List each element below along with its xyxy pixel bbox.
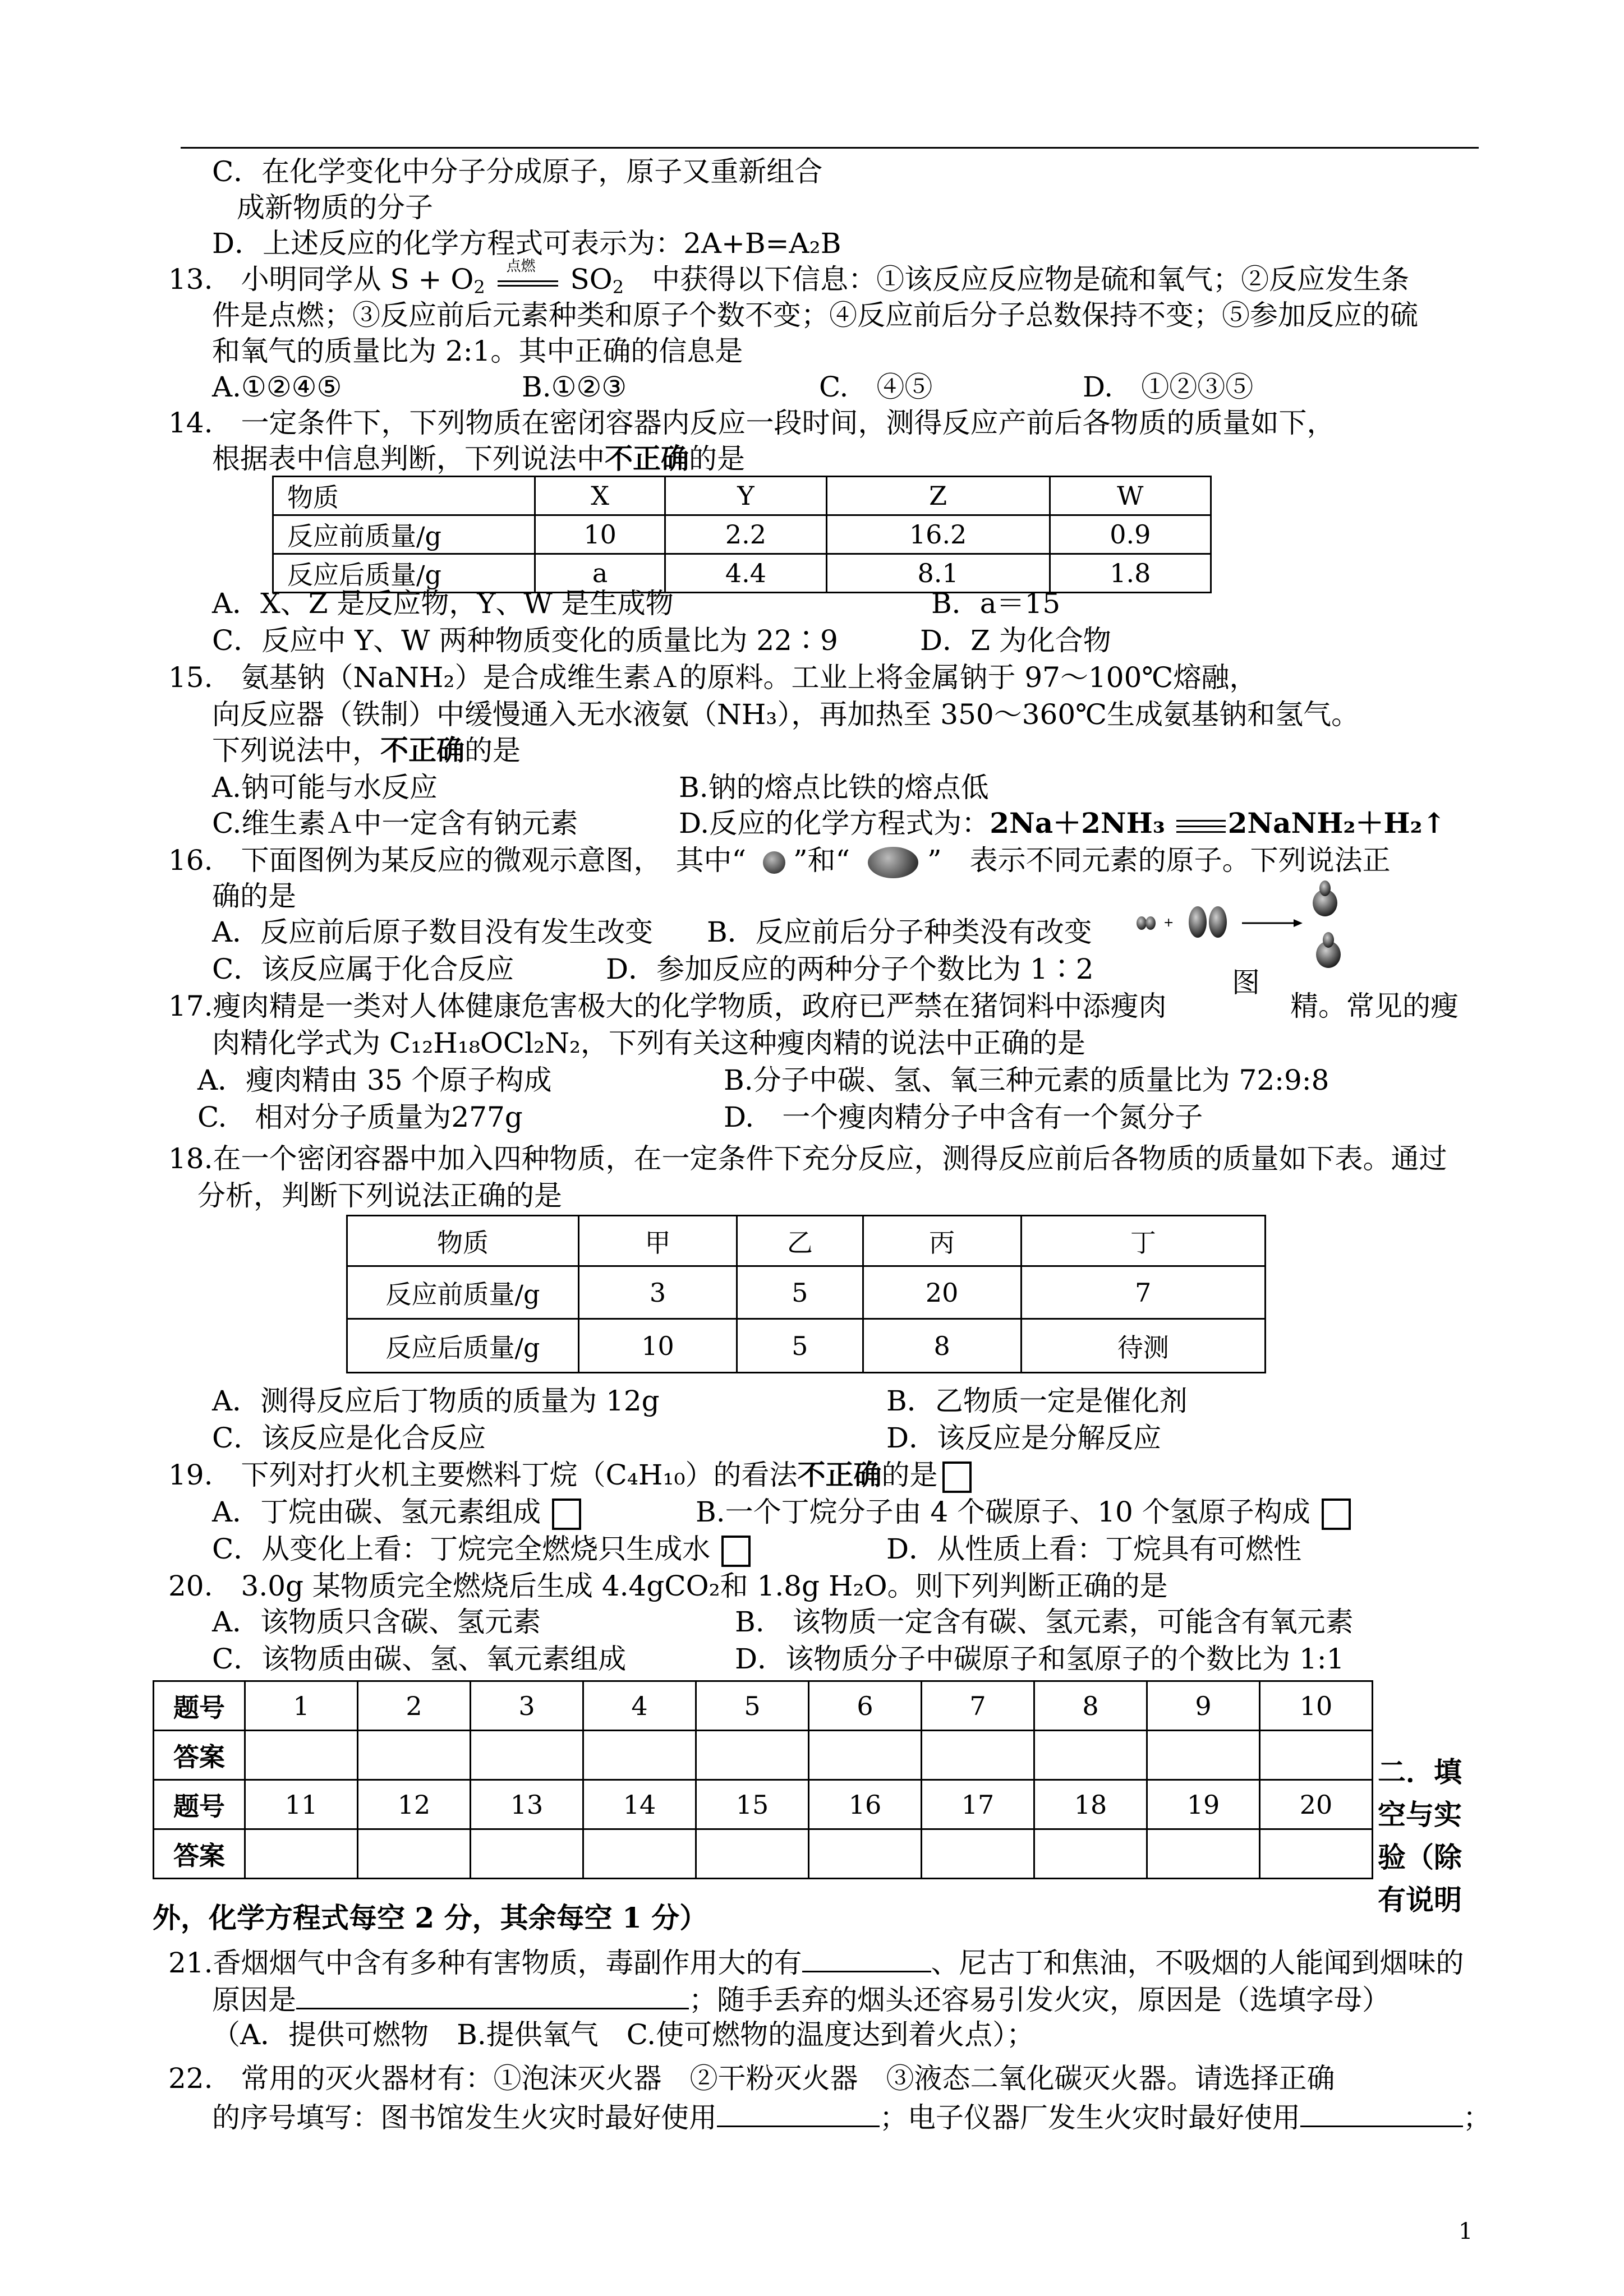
answer-checkbox[interactable] [721,1536,751,1567]
table-cell: Y [665,477,826,515]
q22-stem-line1: 22. 常用的灭火器材有：①泡沫灭火器 ②干粉灭火器 ③液态二氧化碳灭火器。请选择正确 [168,2062,1335,2095]
table-cell: 5 [737,1266,863,1319]
answer-cell[interactable] [245,1829,358,1879]
q14-option-b: B．a＝15 [931,587,1061,620]
q17-stem-line2: 肉精化学式为 C₁₂H₁₈OCl₂N₂，下列有关这种瘦肉精的说法中正确的是 [212,1027,1086,1059]
table-cell: 5 [737,1319,863,1373]
q20-option-a: A．该物质只含碳、氢元素 [212,1606,541,1638]
q16-option-d: D．参加反应的两种分子个数比为 1∶2 [606,953,1094,985]
table-cell: 10 [535,515,665,554]
table-cell: 物质 [273,477,535,515]
answer-cell[interactable] [1034,1731,1147,1780]
table-cell: 反应后质量/g [273,554,535,593]
table-cell: 13 [471,1780,583,1829]
reversible-arrow-icon [1174,814,1228,837]
table-cell: 5 [696,1681,809,1731]
answer-cell[interactable] [1147,1731,1260,1780]
table-cell: 2.2 [665,515,826,554]
table-cell: 16.2 [826,515,1050,554]
q12-option-c-line1: C．在化学变化中分子分成原子，原子又重新组合 [212,155,823,188]
q17-option-d: D. 一个瘦肉精分子中含有一个氮分子 [724,1101,1203,1133]
large-atom-icon [1189,906,1207,938]
fill-blank[interactable] [1300,2097,1463,2127]
table-cell: 1.8 [1050,554,1211,593]
small-atom-icon [1319,880,1331,896]
row-header: 答案 [154,1829,245,1879]
answer-cell[interactable] [809,1731,922,1780]
q19-option-c: C．从变化上看：丁烷完全燃烧只生成水 [212,1531,751,1567]
table-cell: 3 [579,1266,737,1319]
answer-checkbox[interactable] [942,1461,972,1493]
q13-option-a: A.①②④⑤ [212,371,342,403]
q21-stem-line3: （A．提供可燃物 B.提供氧气 C.使可燃物的温度达到着火点）； [212,2018,1035,2051]
section2-heading-line: 有说明 [1378,1883,1462,1916]
answer-cell[interactable] [245,1731,358,1780]
q17-option-c: C. 相对分子质量为277g [197,1101,523,1133]
q13-stem-line1: 13. 小明同学从 $S + O_2$ 点燃 $SO_2$ 中获得以下信息：①该反应反应物是硫和氧气；②反应发生条 [168,258,1410,298]
q14-stem-line1: 14. 一定条件下，下列物质在密闭容器内反应一段时间，测得反应产前后各物质的质量如下， [168,407,1335,439]
answer-checkbox[interactable] [1322,1499,1351,1530]
table-cell: 11 [245,1780,358,1829]
table-cell: X [535,477,665,515]
table-cell: 4.4 [665,554,826,593]
table-cell: 7 [1021,1266,1265,1319]
q17-stem-line1b: 精。常见的瘦 [1290,990,1459,1022]
answer-checkbox[interactable] [552,1499,581,1530]
fill-blank[interactable] [802,1943,931,1972]
q16-stem-line2: 确的是 [212,880,296,912]
table-cell: 9 [1147,1681,1260,1731]
q14-option-c: C．反应中 Y、W 两种物质变化的质量比为 22∶9 [212,624,838,657]
q12-option-c-line2: 成新物质的分子 [237,191,433,224]
table-cell: 17 [922,1780,1034,1829]
table-cell: 1 [245,1681,358,1731]
table-cell: 物质 [347,1216,579,1266]
q18-option-c: C．该反应是化合反应 [212,1422,486,1454]
q21-stem-line2: 原因是 ；随手丢弃的烟头还容易引发火灾，原因是（选填字母） [212,1980,1390,2018]
q20-option-d: D．该物质分子中碳原子和氢原子的个数比为 1:1 [735,1643,1345,1675]
table-cell: a [535,554,665,593]
table-cell: 8 [1034,1681,1147,1731]
table-cell: Z [826,477,1050,515]
q12-option-d: D．上述反应的化学方程式可表示为：2A+B=A₂B [212,227,841,260]
q19-option-a: A．丁烷由碳、氢元素组成 [212,1494,581,1530]
q15-stem-line2: 向反应器（铁制）中缓慢通入无水液氨（NH₃），再加热至 350～360℃生成氨基钠和氢气。 [212,698,1360,731]
answer-cell[interactable] [471,1731,583,1780]
row-header: 题号 [154,1681,245,1731]
table-cell: 16 [809,1780,922,1829]
answer-cell[interactable] [358,1731,471,1780]
q16-option-c: C．该反应属于化合反应 [212,953,514,985]
answer-cell[interactable] [583,1829,696,1879]
q15-option-b: B.钠的熔点比铁的熔点低 [679,771,989,804]
answer-cell[interactable] [471,1829,583,1879]
q15-stem-line3: 下列说法中，不正确的是 [212,734,521,767]
q18-mass-table [346,1215,1266,1373]
table-cell: 18 [1034,1780,1147,1829]
page-number: 1 [1459,2219,1473,2244]
q13-option-d: D. ①②③⑤ [1083,371,1254,403]
table-cell: 10 [1260,1681,1373,1731]
q13-stem-line2: 件是点燃；③反应前后元素种类和原子个数不变；④反应前后分子总数保持不变；⑤参加反应的硫 [212,299,1418,331]
table-cell: 8 [863,1319,1021,1373]
table-cell: 待测 [1021,1319,1265,1373]
q14-stem-line2: 根据表中信息判断，下列说法中不正确的是 [212,442,745,475]
small-atom-icon [1137,916,1147,930]
table-cell: 14 [583,1780,696,1829]
q17-option-b: B.分子中碳、氢、氧三种元素的质量比为 72:9:8 [724,1064,1329,1096]
table-cell: 7 [922,1681,1034,1731]
table-cell: 反应前质量/g [273,515,535,554]
q15-option-c: C.维生素Ａ中一定含有钠元素 [212,807,578,840]
table-cell: 20 [1260,1780,1373,1829]
q16-stem-line1: 16. 下面图例为某反应的微观示意图， 其中“ ”和“ ” 表示不同元素的原子。下列说法正 [168,842,1391,878]
row-header: 答案 [154,1731,245,1780]
q20-option-c: C．该物质由碳、氢、氧元素组成 [212,1643,627,1675]
q18-stem-line1: 18.在一个密闭容器中加入四种物质，在一定条件下充分反应，测得反应前后各物质的质量如下表。通过 [168,1142,1447,1175]
q13-option-c: C. ④⑤ [819,371,933,403]
table-cell: 乙 [737,1216,863,1266]
large-atom-icon [1209,906,1227,938]
table-cell: 10 [579,1319,737,1373]
answer-cell[interactable] [1147,1829,1260,1879]
table-cell: 12 [358,1780,471,1829]
table-cell: 丁 [1021,1216,1265,1266]
q14-option-a: A．X、Z 是反应物，Y、W 是生成物 [212,587,674,620]
q18-stem-line2: 分析，判断下列说法正确的是 [197,1179,562,1212]
q20-stem-line1: 20. 3.0g 某物质完全燃烧后生成 4.4gCO₂和 1.8g H₂O。则下列判断正确的是 [168,1570,1168,1602]
q15-stem-line1: 15. 氨基钠（NaNH₂）是合成维生素Ａ的原料。工业上将金属钠于 97～100℃熔融， [168,661,1258,694]
reaction-diagram [1128,875,1363,976]
table-cell: 反应前质量/g [347,1266,579,1319]
fill-blank[interactable] [296,1980,689,2009]
answer-cell[interactable] [583,1731,696,1780]
header-rule [181,147,1479,149]
table-cell: 0.9 [1050,515,1211,554]
fill-blank[interactable] [717,2097,880,2127]
q19-option-b: B.一个丁烷分子由 4 个碳原子、10 个氢原子构成 [696,1494,1351,1530]
answer-cell[interactable] [922,1829,1034,1879]
table-cell: 15 [696,1780,809,1829]
q18-option-d: D．该反应是分解反应 [886,1422,1162,1454]
q20-option-b: B. 该物质一定含有碳、氢元素，可能含有氧元素 [735,1606,1354,1638]
q16-option-a: A．反应前后原子数目没有发生改变 [212,916,654,948]
table-cell: 反应后质量/g [347,1319,579,1373]
small-atom-icon [1145,916,1156,930]
q17-option-a: A．瘦肉精由 35 个原子构成 [197,1064,552,1096]
answer-grid [153,1680,1373,1879]
q14-option-d: D．Z 为化合物 [920,624,1111,657]
table-cell: W [1050,477,1211,515]
large-atom-icon [868,847,918,878]
table-cell: 6 [809,1681,922,1731]
table-cell: 4 [583,1681,696,1731]
table-cell: 8.1 [826,554,1050,593]
answer-cell[interactable] [696,1829,809,1879]
q21-stem-line1: 21.香烟烟气中含有多种有害物质，毒副作用大的有 、尼古丁和焦油，不吸烟的人能闻到烟味的 [168,1943,1464,1981]
table-cell: 甲 [579,1216,737,1266]
answer-cell[interactable] [358,1829,471,1879]
table-cell: 丙 [863,1216,1021,1266]
figure-label: 图 [1232,966,1260,999]
q17-stem-line1a: 17.瘦肉精是一类对人体健康危害极大的化学物质，政府已严禁在猪饲料中添瘦肉 [168,990,1167,1022]
section2-heading-line: 验（除 [1378,1841,1462,1874]
section2-heading-line: 二．填 [1378,1755,1462,1788]
answer-cell[interactable] [809,1829,922,1879]
table-cell: 3 [471,1681,583,1731]
table-cell: 19 [1147,1780,1260,1829]
q19-stem-line1: 19. 下列对打火机主要燃料丁烷（C₄H₁₀）的看法不正确的是 [168,1457,972,1493]
q22-stem-line2: 的序号填写：图书馆发生火灾时最好使用 ；电子仪器厂发生火灾时最好使用 ； [212,2097,1491,2136]
reaction-condition: 点燃 [494,270,562,293]
q15-option-d: D.反应的化学方程式为：2Na＋2NH₃ 2NaNH₂＋H₂↑ [679,806,1446,840]
q15-option-a: A.钠可能与水反应 [212,771,438,804]
table-cell: 20 [863,1266,1021,1319]
answer-cell[interactable] [1034,1829,1147,1879]
q16-option-b: B．反应前后分子种类没有改变 [707,916,1092,948]
answer-cell[interactable] [922,1731,1034,1780]
answer-cell[interactable] [696,1731,809,1780]
small-atom-icon [1323,932,1334,948]
q18-option-b: B．乙物质一定是催化剂 [886,1385,1188,1417]
q14-mass-table [272,476,1212,593]
section2-heading-line: 空与实 [1378,1798,1462,1831]
section2-heading [1378,1751,1484,1921]
plus-icon: + [1163,916,1174,930]
answer-cell[interactable] [1260,1731,1373,1780]
q18-option-a: A．测得反应后丁物质的质量为 12g [212,1385,660,1417]
row-header: 题号 [154,1780,245,1829]
q13-stem-line3: 和氧气的质量比为 2:1。其中正确的信息是 [212,335,743,367]
table-cell: 2 [358,1681,471,1731]
q19-option-d: D．从性质上看：丁烷具有可燃性 [886,1533,1302,1565]
section2-heading-cont: 外，化学方程式每空 2 分，其余每空 1 分） [153,1901,708,1934]
q13-option-b: B.①②③ [522,371,627,403]
small-atom-icon [763,851,785,874]
answer-cell[interactable] [1260,1829,1373,1879]
